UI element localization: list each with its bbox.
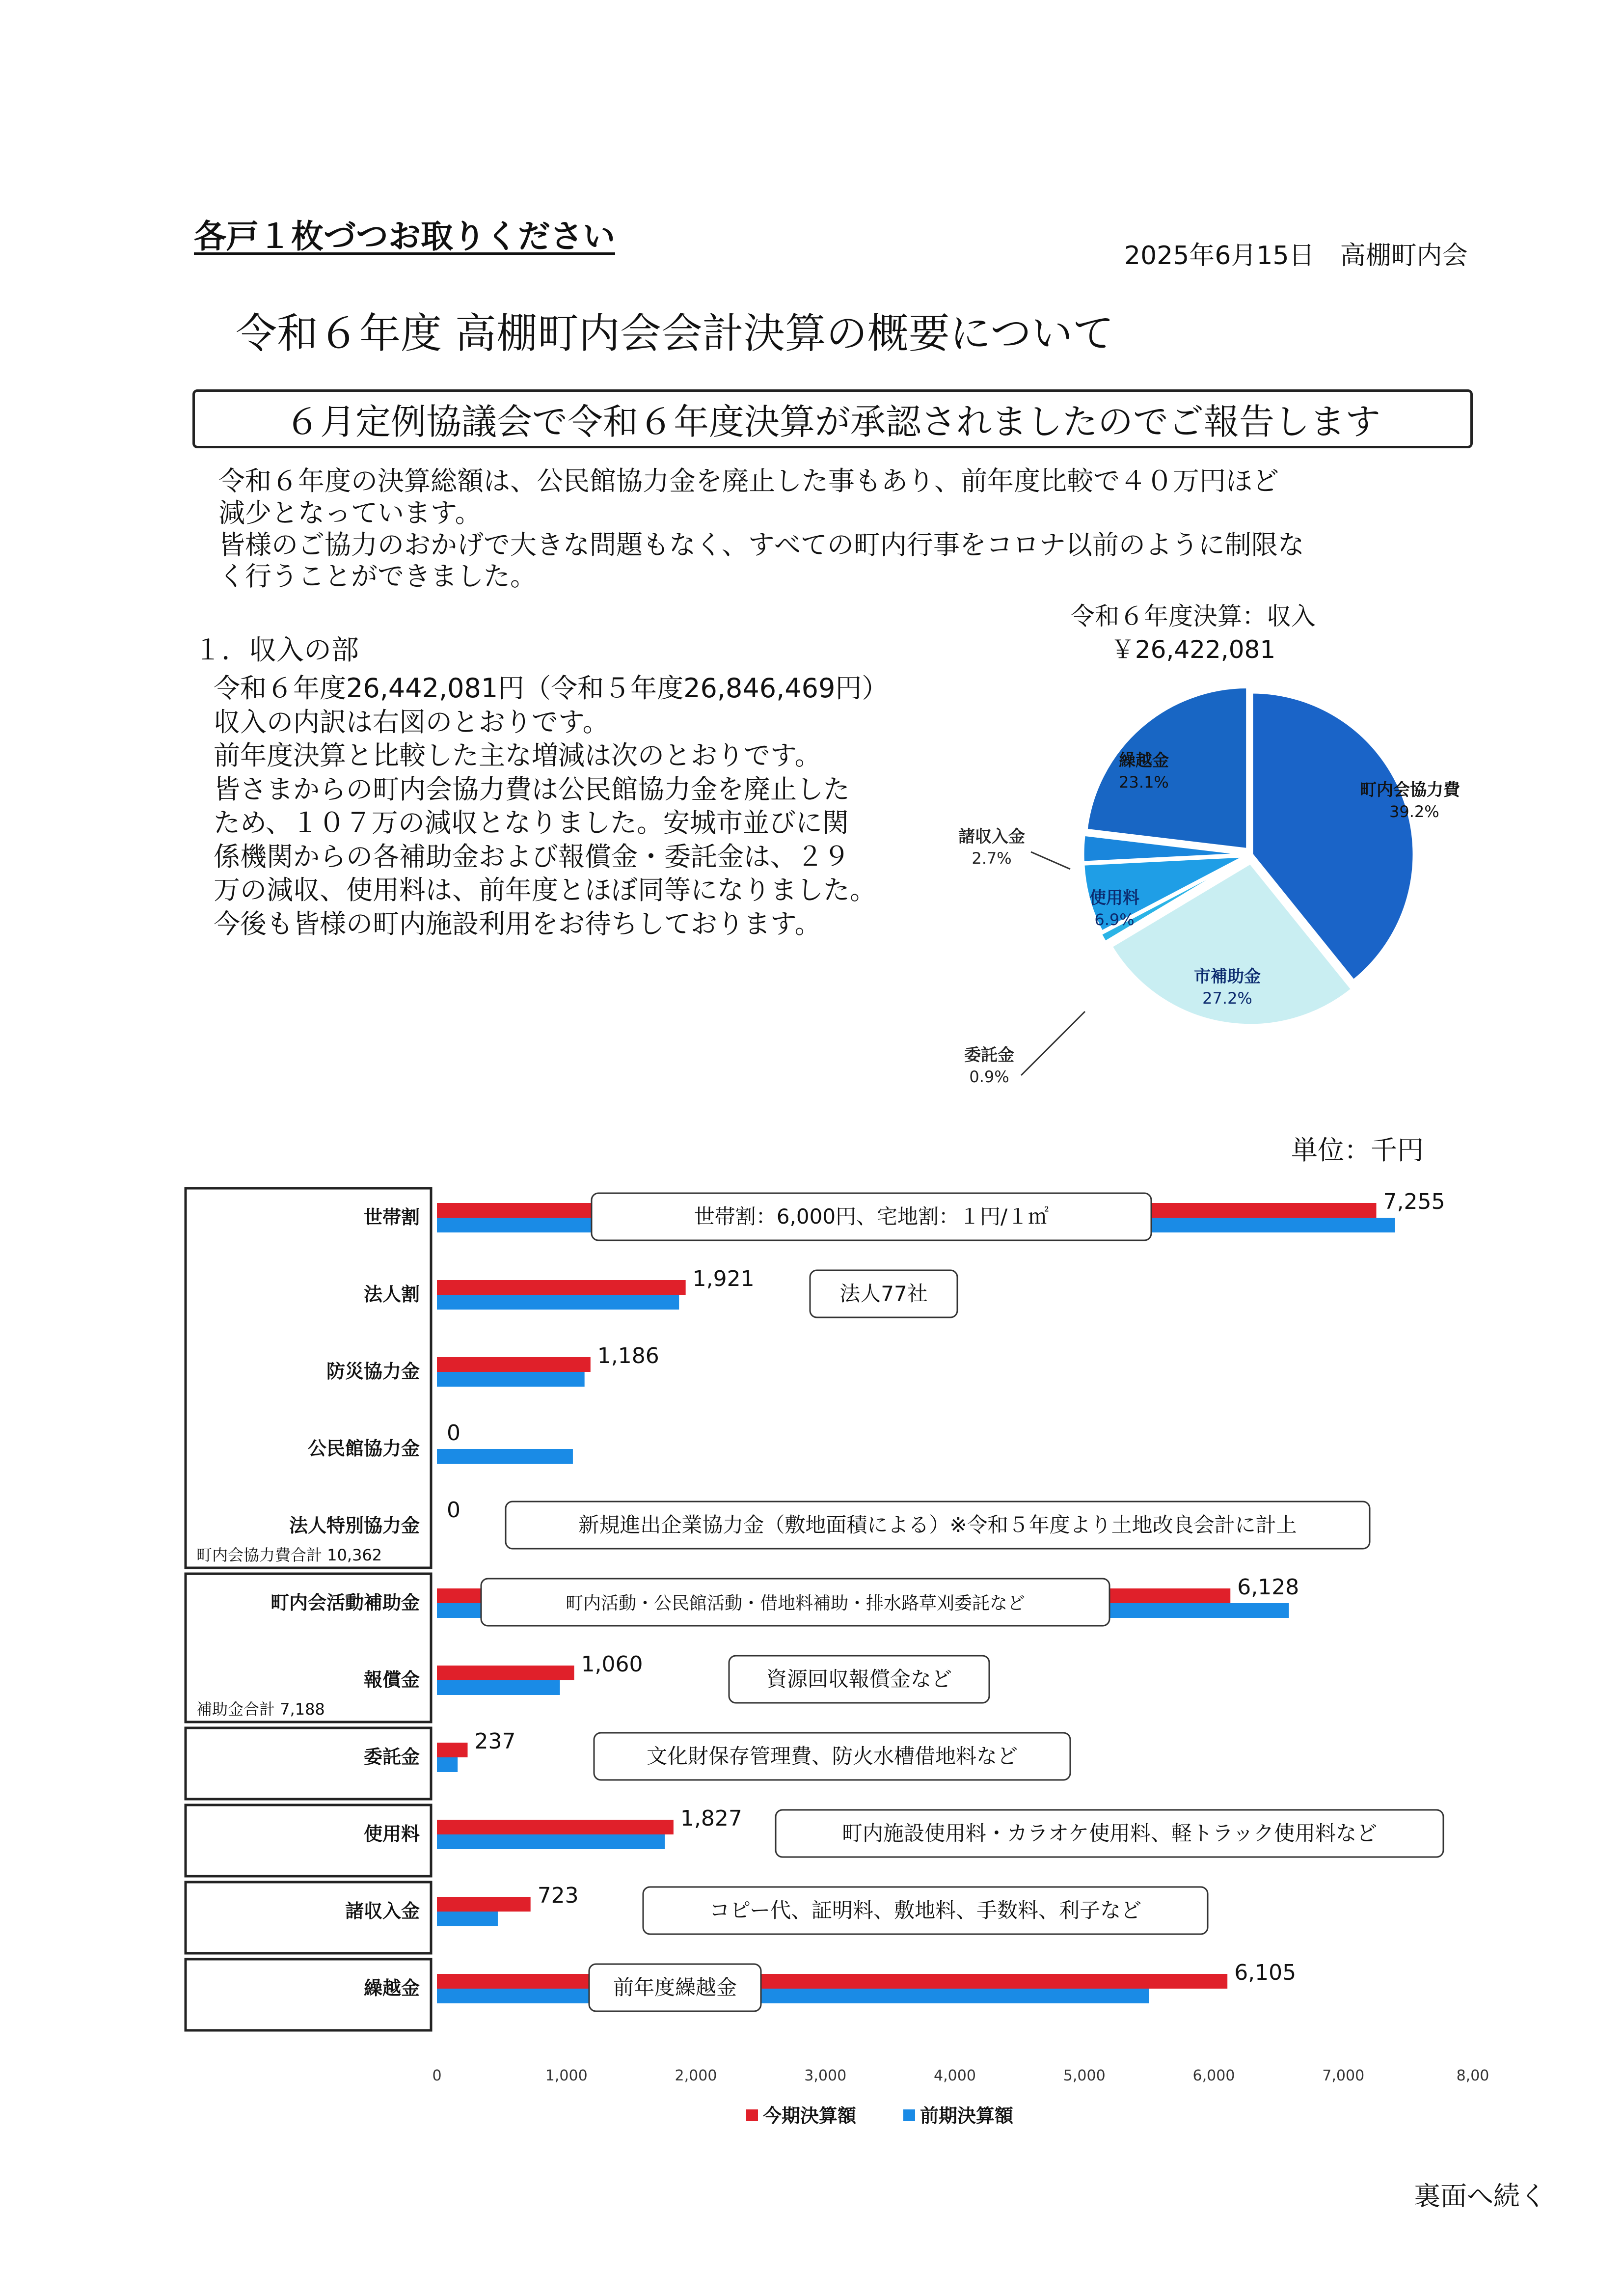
- income-line: 万の減収、使用料は、前年度とほぼ同等になりました。: [214, 875, 876, 906]
- annotation-text: 世帯割：6,000円、宅地割：１円/１㎡: [694, 1204, 1049, 1229]
- pie-percent: 0.9%: [969, 1067, 1009, 1086]
- pie-label: 使用料: [1089, 888, 1139, 908]
- income-line: 係機関からの各補助金および報償金・委託金は、２９: [214, 841, 850, 872]
- income-line: ため、１０７万の減収となりました。安城市並びに関: [214, 807, 849, 839]
- intro-line: 減少となっています。: [218, 497, 482, 528]
- income-bar-chart: [177, 1178, 1502, 2136]
- bar-current: [437, 1820, 674, 1834]
- category-label: 繰越金: [363, 1977, 420, 1999]
- distribution-notice: 各戸１枚づつお取りください: [194, 218, 615, 255]
- intro-line: 令和６年度の決算総額は、公民館協力金を廃止した事もあり、前年度比較で４０万円ほど: [218, 465, 1279, 496]
- income-line: 収入の内訳は右図のとおりです。: [214, 706, 609, 738]
- data-label: 6,105: [1234, 1960, 1297, 1985]
- bar-previous: [437, 1912, 498, 1926]
- category-label: 公民館協力金: [307, 1438, 420, 1459]
- category-label: 報償金: [363, 1669, 420, 1691]
- category-label: 委託金: [363, 1746, 420, 1768]
- x-tick-label: 3,000: [804, 2067, 847, 2084]
- data-label: 1,921: [692, 1266, 755, 1291]
- category-label: 防災協力金: [326, 1361, 420, 1382]
- continue-note: 裏面へ続く: [1414, 2181, 1546, 2212]
- pie-label: 町内会協力費: [1360, 780, 1460, 800]
- legend-label: 今期決算額: [763, 2105, 857, 2127]
- bar-previous: [437, 1449, 573, 1464]
- category-label: 町内会活動補助金: [270, 1592, 420, 1613]
- pie-chart-title: [1055, 600, 1330, 666]
- intro-line: 皆様のご協力のおかげで大きな問題もなく、すべての町内行事をコロナ以前のように制限な: [218, 529, 1304, 560]
- pie-label: 委託金: [964, 1045, 1014, 1065]
- group-note: 補助金合計 7,188: [196, 1700, 325, 1719]
- pie-percent: 2.7%: [972, 849, 1012, 868]
- pie-percent: 27.2%: [1202, 989, 1252, 1008]
- data-label: 0: [447, 1421, 460, 1446]
- x-tick-label: 6,000: [1192, 2067, 1235, 2084]
- bar-previous: [437, 1372, 585, 1387]
- annotation-text: 文化財保存管理費、防火水槽借地料など: [646, 1744, 1018, 1768]
- data-label: 1,186: [597, 1343, 659, 1368]
- bar-previous: [437, 1989, 1149, 2003]
- intro-paragraph: [218, 465, 1421, 593]
- annotation-text: 法人77社: [839, 1282, 928, 1306]
- x-tick-label: 1,000: [545, 2067, 588, 2084]
- bar-current: [437, 1357, 591, 1372]
- section-heading-income: １．収入の部: [194, 634, 359, 666]
- annotation-text: 町内施設使用料・カラオケ使用料、軽トラック使用料など: [841, 1821, 1378, 1845]
- x-tick-label: 2,000: [675, 2067, 717, 2084]
- x-tick-label: 5,000: [1063, 2067, 1106, 2084]
- data-label: 1,827: [680, 1806, 742, 1831]
- annotation-text: 資源回収報償金など: [766, 1667, 952, 1691]
- income-line: 令和６年度26,442,081円（令和５年度26,846,469円）: [214, 673, 889, 704]
- category-label: 法人特別協力金: [289, 1515, 420, 1536]
- x-tick-label: 8,00: [1456, 2067, 1489, 2084]
- bar-current: [437, 1743, 468, 1757]
- bar-current: [437, 1666, 574, 1680]
- pie-percent: 39.2%: [1389, 802, 1439, 821]
- annotation-text: 新規進出企業協力金（敷地面積による）※令和５年度より土地改良会計に計上: [578, 1513, 1297, 1537]
- income-pie-chart: [908, 658, 1460, 1100]
- x-tick-label: 4,000: [934, 2067, 976, 2084]
- income-line: 今後も皆様の町内施設利用をお待ちしております。: [214, 908, 821, 940]
- data-label: 6,128: [1237, 1575, 1299, 1600]
- category-label: 法人割: [363, 1284, 420, 1305]
- legend-swatch: [746, 2109, 758, 2121]
- category-label: 世帯割: [363, 1206, 420, 1228]
- banner-text: ６月定例協議会で令和６年度決算が承認されましたのでご報告します: [284, 401, 1380, 442]
- page-title: 令和６年度 高棚町内会会計決算の概要について: [236, 309, 1114, 357]
- pie-label: 市補助金: [1194, 967, 1261, 986]
- intro-line: く行うことができました。: [218, 561, 537, 592]
- pie-label: 諸収入金: [958, 827, 1025, 847]
- bar-previous: [437, 1834, 665, 1849]
- annotation-text: コピー代、証明料、敷地料、手数料、利子など: [709, 1898, 1142, 1922]
- category-label: 諸収入金: [345, 1900, 420, 1922]
- pie-percent: 6.9%: [1094, 910, 1135, 929]
- bar-current: [437, 1280, 686, 1295]
- income-description: [214, 672, 974, 941]
- bar-current: [437, 1974, 1227, 1989]
- bar-current: [437, 1897, 531, 1912]
- data-label: 1,060: [581, 1652, 643, 1677]
- legend-swatch: [903, 2109, 915, 2121]
- pie-title: 令和６年度決算：収入: [1070, 602, 1316, 630]
- pie-percent: 23.1%: [1119, 773, 1169, 792]
- category-label: 使用料: [363, 1823, 420, 1845]
- unit-label: 単位：千円: [1291, 1135, 1424, 1166]
- data-label: 0: [447, 1498, 460, 1523]
- group-note: 町内会協力費合計 10,362: [196, 1546, 382, 1564]
- pie-total: ￥26,422,081: [1110, 635, 1276, 664]
- data-label: 237: [474, 1729, 516, 1754]
- leader-line: [1021, 1011, 1085, 1075]
- income-line: 皆さまからの町内会協力費は公民館協力金を廃止した: [214, 773, 850, 805]
- bar-previous: [437, 1680, 560, 1695]
- pie-label: 繰越金: [1119, 751, 1169, 770]
- x-tick-label: 0: [432, 2067, 442, 2084]
- income-line: 前年度決算と比較した主な増減は次のとおりです。: [214, 740, 821, 771]
- data-label: 7,255: [1383, 1189, 1445, 1214]
- data-label: 723: [537, 1883, 579, 1908]
- legend-label: 前期決算額: [920, 2105, 1014, 2127]
- date-organization: 2025年6月15日 高棚町内会: [1124, 241, 1468, 271]
- leader-line: [1031, 852, 1070, 869]
- bar-previous: [437, 1757, 458, 1772]
- x-tick-label: 7,000: [1322, 2067, 1365, 2084]
- approval-banner: [192, 389, 1473, 448]
- annotation-text: 町内活動・公民館活動・借地料補助・排水路草刈委託など: [565, 1593, 1026, 1613]
- bar-previous: [437, 1295, 679, 1310]
- annotation-text: 前年度繰越金: [613, 1975, 737, 1999]
